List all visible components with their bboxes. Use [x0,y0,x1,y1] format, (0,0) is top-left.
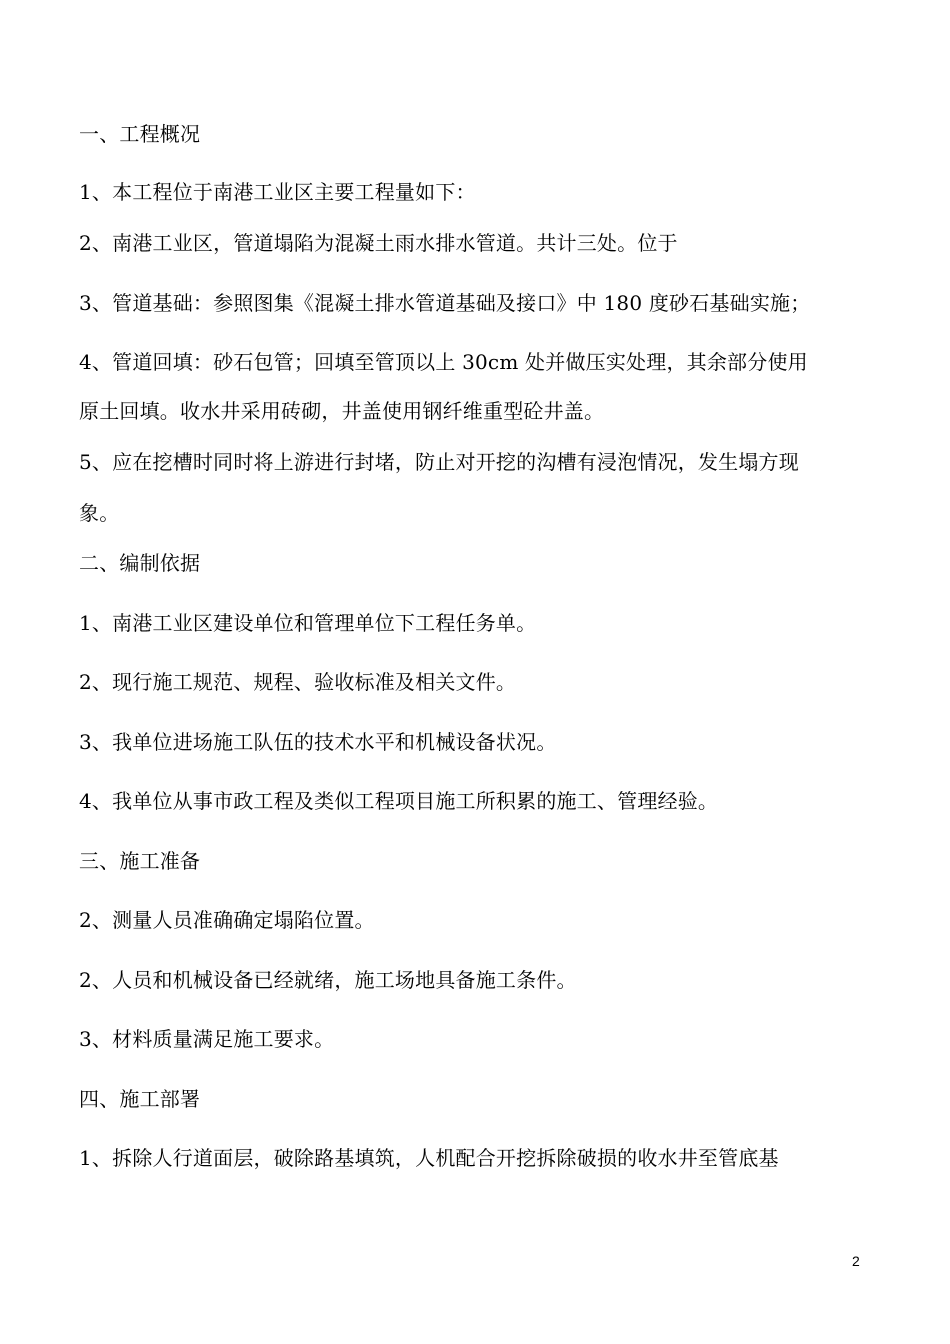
paragraph-line: 5、应在挖槽时同时将上游进行封堵，防止对开挖的沟槽有浸泡情况，发生塌方现 [79,450,799,474]
section-heading-basis: 二、编制依据 [79,551,201,575]
paragraph-line: 原土回填。收水井采用砖砌，井盖使用钢纤维重型砼井盖。 [79,399,605,423]
page-number: 2 [852,1253,860,1269]
section-heading-preparation: 三、施工准备 [79,849,201,873]
paragraph-line: 2、人员和机械设备已经就绪，施工场地具备施工条件。 [79,968,577,992]
paragraph-line: 3、材料质量满足施工要求。 [79,1027,335,1051]
paragraph-line: 3、管道基础：参照图集《混凝土排水管道基础及接口》中 180 度砂石基础实施； [79,291,811,315]
paragraph-line: 1、本工程位于南港工业区主要工程量如下： [79,180,476,204]
section-heading-deployment: 四、施工部署 [79,1087,201,1111]
paragraph-line: 1、南港工业区建设单位和管理单位下工程任务单。 [79,611,537,635]
section-heading-overview: 一、工程概况 [79,122,201,146]
paragraph-line: 3、我单位进场施工队伍的技术水平和机械设备状况。 [79,730,557,754]
paragraph-line: 4、管道回填：砂石包管；回填至管顶以上 30cm 处并做压实处理，其余部分使用 [79,350,808,374]
paragraph-line: 1、拆除人行道面层，破除路基填筑，人机配合开挖拆除破损的收水井至管底基 [79,1146,779,1170]
paragraph-line: 2、现行施工规范、规程、验收标准及相关文件。 [79,670,517,694]
paragraph-line: 2、测量人员准确确定塌陷位置。 [79,908,375,932]
paragraph-line: 4、我单位从事市政工程及类似工程项目施工所积累的施工、管理经验。 [79,789,719,813]
paragraph-line: 象。 [79,501,120,525]
paragraph-line: 2、南港工业区，管道塌陷为混凝土雨水排水管道。共计三处。位于 [79,231,678,255]
